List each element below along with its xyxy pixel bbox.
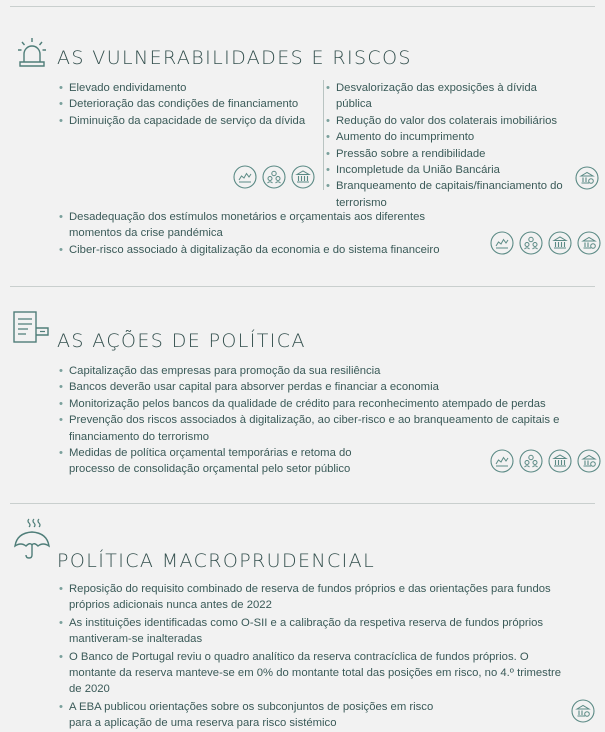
people-icon (519, 231, 543, 255)
list-item: • A EBA publicou orientações sobre os subconjuntos de posições em risco para a aplicação de uma reserva para risco sistémico (59, 699, 564, 732)
list-item: • Ciber-risco associado à digitalização da economia e do sistema financeiro (59, 242, 459, 258)
actions-icons (490, 449, 601, 473)
bank-icon (548, 231, 572, 255)
economy-icon (490, 231, 514, 255)
people-icon (262, 165, 286, 189)
risks-bottom-list (59, 209, 459, 258)
macro-title: POLÍTICA MACROPRUDENCIAL (57, 550, 376, 572)
bank-balance-icon (571, 699, 595, 723)
bank-icon (291, 165, 315, 189)
economy-icon (233, 165, 257, 189)
risks-title: AS VULNERABILIDADES E RISCOS (57, 47, 412, 69)
risks-right-list (326, 80, 571, 211)
risks-left-icons (233, 165, 315, 189)
top-divider (10, 6, 595, 7)
economy-icon (490, 449, 514, 473)
list-item: • Capitalização das empresas para promoção da sua resiliência (59, 363, 584, 379)
document-sign-icon (10, 308, 52, 348)
list-item: • As instituições identificadas como O-SII e a calibração da respetiva reserva de fundos próprios mantiveram-se inalteradas (59, 615, 564, 648)
list-item: • Medidas de política orçamental temporárias e retoma do processo de consolidação orçamental pelo setor público (59, 445, 584, 478)
bank-balance-icon (575, 166, 599, 190)
section-divider (10, 503, 595, 504)
macro-list (59, 581, 564, 732)
list-item: • Prevenção dos riscos associados à digitalização, ao ciber-risco e ao branqueamento de capitais e financiamento do terrorismo (59, 412, 584, 445)
list-item: • Desvalorização das exposições à dívida pública (326, 80, 571, 113)
list-item: • Bancos deverão usar capital para absorver perdas e financiar a economia (59, 379, 584, 395)
list-item: • O Banco de Portugal reviu o quadro analítico da reserva contracíclica de fundos próprios. O montante da reserva manteve-se em 0% do montante total das posições em risco, no 4.º trimestre de 2020 (59, 649, 564, 698)
risks-left-list (59, 80, 319, 129)
bank-icon (548, 449, 572, 473)
bank-balance-icon (577, 231, 601, 255)
bank-balance-icon (577, 449, 601, 473)
list-item: • Redução do valor dos colaterais imobiliários (326, 113, 571, 129)
risks-bottom-icons (490, 231, 601, 255)
column-divider (323, 80, 324, 190)
list-item: • Monitorização pelos bancos da qualidade de crédito para reconhecimento atempado de perdas (59, 396, 584, 412)
list-item: • Desadequação dos estímulos monetários e orçamentais aos diferentes momentos da crise pandémica (59, 209, 459, 242)
list-item: • Incompletude da União Bancária (326, 162, 571, 178)
list-item: • Branqueamento de capitais/financiamento do terrorismo (326, 178, 571, 211)
list-item: • Reposição do requisito combinado de reserva de fundos próprios e das orientações para fundos próprios adicionais nunca antes de 2022 (59, 581, 564, 614)
section-divider (10, 286, 595, 287)
alarm-icon (14, 35, 50, 71)
umbrella-heat-icon (12, 516, 52, 560)
actions-title: AS AÇÕES DE POLÍTICA (57, 330, 306, 352)
list-item: • Pressão sobre a rendibilidade (326, 146, 571, 162)
list-item: • Deterioração das condições de financiamento (59, 96, 319, 112)
list-item: • Aumento do incumprimento (326, 129, 571, 145)
people-icon (519, 449, 543, 473)
list-item: • Elevado endividamento (59, 80, 319, 96)
list-item: • Diminuição da capacidade de serviço da dívida (59, 113, 319, 129)
